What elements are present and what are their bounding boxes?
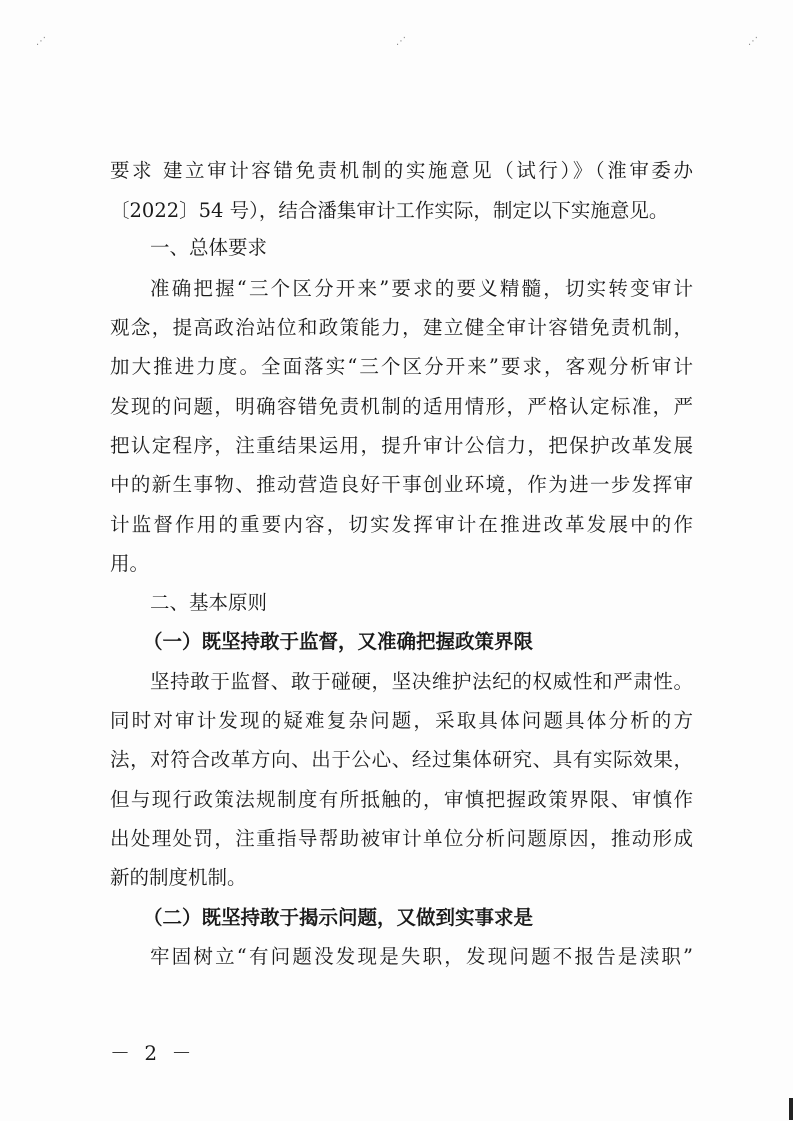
body-line: 准确把握“三个区分开来”要求的要义精髓，切实转变审计: [150, 277, 693, 300]
body-line: 但与现行政策法规制度有所抵触的，审慎把握政策界限、审慎作: [110, 788, 693, 811]
scan-edge-mark: [789, 1098, 793, 1120]
scan-speck: ⋰: [396, 36, 407, 47]
body-line: 同时对审计发现的疑难复杂问题，采取具体问题具体分析的方: [110, 709, 693, 732]
scan-speck: ⋰: [748, 36, 759, 47]
body-line: 用。: [110, 552, 150, 575]
body-line: 中的新生事物、推动营造良好干事创业环境，作为进一步发挥审: [110, 473, 693, 496]
body-line: 观念，提高政治站位和政策能力，建立健全审计容错免责机制，: [110, 316, 693, 339]
body-line: 要求 建立审计容错免责机制的实施意见（试行）》（淮审委办: [110, 159, 693, 182]
body-line: 把认定程序，注重结果运用，提升审计公信力，把保护改革发展: [110, 434, 693, 457]
body-line: 加大推进力度。全面落实“三个区分开来”要求，客观分析审计: [110, 355, 693, 378]
body-line: 计监督作用的重要内容，切实发挥审计在推进改革发展中的作: [110, 513, 693, 536]
scan-speck: ⋰: [36, 36, 47, 47]
body-line: 坚持敢于监督、敢于碰硬，坚决维护法纪的权威性和严肃性。: [150, 670, 693, 693]
body-line: 新的制度机制。: [110, 866, 247, 889]
body-line: 发现的问题，明确容错免责机制的适用情形，严格认定标准，严: [110, 395, 693, 418]
subsection-heading: （二）既坚持敢于揭示问题，又做到实事求是: [143, 906, 534, 929]
body-line: 牢固树立“有问题没发现是失职，发现问题不报告是渎职”: [150, 945, 693, 968]
body-line: 〔2022〕54 号），结合潘集审计工作实际，制定以下实施意见。: [110, 199, 669, 222]
subsection-heading: （一）既坚持敢于监督，又准确把握政策界限: [143, 630, 534, 653]
page-number: － 2 －: [110, 1041, 196, 1065]
body-line: 法，对符合改革方向、出于公心、经过集体研究、具有实际效果，: [110, 748, 693, 771]
section-heading: 二、基本原则: [150, 591, 268, 614]
section-heading: 一、总体要求: [150, 236, 268, 259]
body-line: 出处理处罚，注重指导帮助被审计单位分析问题原因，推动形成: [110, 827, 693, 850]
